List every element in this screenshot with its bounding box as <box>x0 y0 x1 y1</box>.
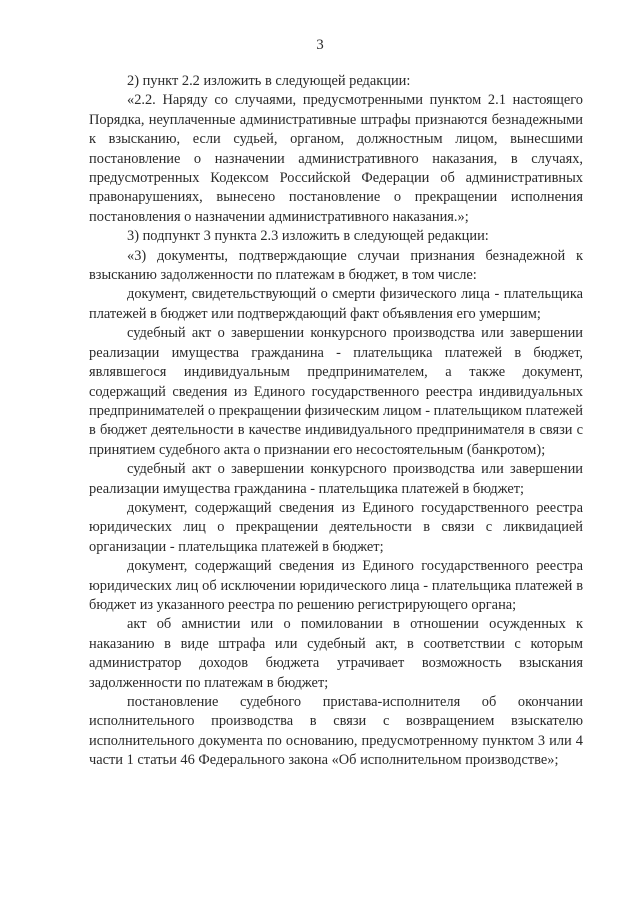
paragraph-bankruptcy-entrepreneur: судебный акт о завершении конкурсного производства или завершении реализации имущества гражданина - плательщика платежей в бюджет, являвшегося индивидуальным предпринимателем, а также документ, содержащий сведения из Единого государственного реестра индивидуальных предпринимателей о прекращении физическим лицом - плательщиком платежей в бюджет деятельности в качестве индивидуального предпринимателя в связи с принятием судебного акта о признании его несостоятельным (банкротом); <box>89 325 583 458</box>
paragraph-amnesty: акт об амнистии или о помиловании в отношении осужденных к наказанию в виде штрафа или судебный акт, в соответствии с которым администратор доходов бюджета утрачивает возможность взыскания задолженности по платежам в бюджет; <box>89 616 583 691</box>
paragraph-liquidation: документ, содержащий сведения из Единого государственного реестра юридических лиц о прекращении деятельности в связи с ликвидацией организации - плательщика платежей в бюджет; <box>89 499 583 555</box>
paragraph-subpoint-3-intro: «3) документы, подтверждающие случаи признания безнадежной к взысканию задолженности по платежам в бюджет, в том числе: <box>89 247 583 284</box>
page-number: 3 <box>316 37 324 53</box>
paragraph-point-2-2-text: «2.2. Наряду со случаями, предусмотренными пунктом 2.1 настоящего Порядка, неуплаченные административные штрафы признаются безнадежными к взысканию, если судьей, органом, должностным лицом, вынесшими постановление о назначении административного наказания, в случаях, предусмотренных Кодексом Российской Федерации об административных правонарушениях, вынесено постановление о прекращении исполнения постановления о назначении административного наказания.»; <box>89 92 583 225</box>
paragraph-exclusion-from-register: документ, содержащий сведения из Единого государственного реестра юридических лиц об исключении юридического лица - плательщика платежей в бюджет из указанного реестра по решению регистрирующего органа; <box>89 558 583 613</box>
paragraph-bailiff-resolution: постановление судебного пристава-исполнителя об окончании исполнительного производства в связи с возвращением взыскателю исполнительного документа по основанию, предусмотренному пунктом 3 или 4 части 1 статьи 46 Федерального закона «Об исполнительном производстве»; <box>89 694 583 769</box>
paragraph-bankruptcy-citizen: судебный акт о завершении конкурсного производства или завершении реализации имущества гражданина - плательщика платежей в бюджет; <box>89 461 583 497</box>
paragraph-item-2: 2) пункт 2.2 изложить в следующей редакции: <box>127 73 411 89</box>
paragraph-death-document: документ, свидетельствующий о смерти физического лица - плательщика платежей в бюджет или подтверждающий факт объявления его умершим; <box>89 286 583 322</box>
document-body <box>89 72 583 771</box>
paragraph-item-3: 3) подпункт 3 пункта 2.3 изложить в следующей редакции: <box>127 228 489 245</box>
